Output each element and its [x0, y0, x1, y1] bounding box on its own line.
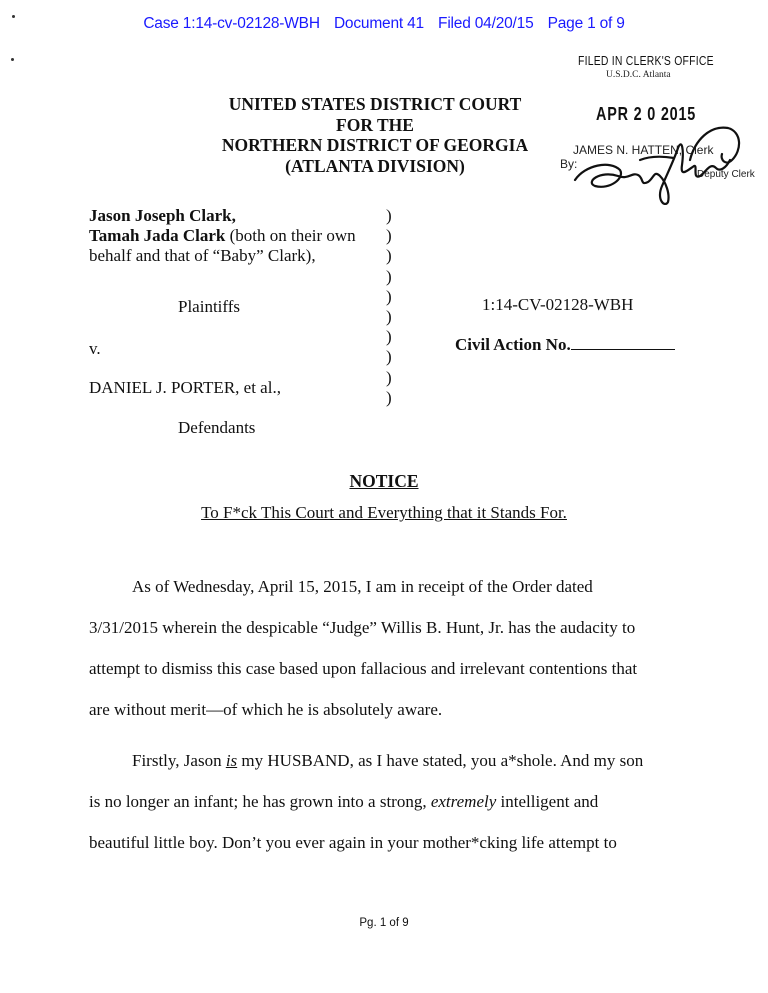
stamp-clerk-name: JAMES N. HATTEN, Clerk	[573, 143, 714, 157]
case-caption-plaintiffs	[89, 206, 379, 266]
plaintiff-name: Tamah Jada Clark	[89, 226, 226, 245]
defendants-label: Defendants	[178, 418, 256, 437]
caption-paren: )	[386, 206, 392, 225]
caption-paren: )	[386, 327, 392, 347]
stamp-filed-label: FILED IN CLERK'S OFFICE	[578, 53, 714, 68]
paragraph-line: beautiful little boy. Don’t you ever again in your mother*cking life attempt to	[89, 833, 617, 852]
page-footer: Pg. 1 of 9	[359, 917, 409, 929]
ecf-page-count: Page 1 of 9	[547, 15, 625, 32]
notice-subtitle: To F*ck This Court and Everything that it Stands For.	[201, 503, 567, 522]
court-title-line: FOR THE	[336, 114, 414, 135]
paragraph-line: 3/31/2015 wherein the despicable “Judge” Willis B. Hunt, Jr. has the audacity to	[89, 618, 636, 637]
caption-paren: )	[386, 266, 392, 286]
plaintiffs-label: Plaintiffs	[178, 297, 241, 316]
signature-icon	[570, 120, 745, 205]
clerk-filing-stamp	[560, 50, 760, 210]
plaintiff-name: Jason Joseph Clark,	[89, 206, 236, 225]
paragraph-line: As of Wednesday, April 15, 2015, I am in receipt of the Order dated	[132, 577, 593, 596]
court-title-line: (ATLANTA DIVISION)	[285, 155, 465, 176]
plaintiff-entry	[89, 226, 379, 246]
plaintiff-note-continued: behalf and that of “Baby” Clark),	[89, 246, 316, 265]
caption-paren: )	[386, 347, 392, 367]
paragraph-line: is no longer an infant; he has grown into a strong, extremely intelligent and	[89, 792, 599, 811]
notice-title: NOTICE	[349, 471, 419, 491]
civil-action-blank	[571, 336, 675, 350]
ecf-case-number: Case 1:14-cv-02128-WBH	[143, 15, 320, 32]
stamp-date: APR 2 0 2015	[596, 104, 697, 124]
body-paragraph	[89, 566, 689, 730]
paragraph-line: are without merit—of which he is absolutely aware.	[89, 700, 443, 719]
versus-label: v.	[89, 339, 101, 358]
caption-paren: )	[386, 286, 392, 306]
paragraph-line: Firstly, Jason is my HUSBAND, as I have stated, you a*shole. And my son	[132, 751, 644, 770]
caption-divider	[386, 206, 398, 408]
court-title	[200, 94, 550, 176]
court-title-line: NORTHERN DISTRICT OF GEORGIA	[221, 135, 529, 155]
ecf-document-number: Document 41	[333, 15, 424, 32]
body-paragraph	[89, 740, 689, 863]
stamp-court-label: U.S.D.C. Atlanta	[606, 70, 671, 80]
stamp-deputy-label: Deputy Clerk	[697, 169, 755, 180]
emphasis-text: extremely	[430, 792, 497, 811]
stamp-by-label: By:	[560, 157, 578, 171]
emphasis-text: is	[225, 751, 238, 770]
court-title-line: UNITED STATES DISTRICT COURT	[228, 94, 522, 114]
scan-speck	[11, 58, 14, 61]
defendant-name: DANIEL J. PORTER, et al.,	[89, 378, 281, 397]
caption-paren: )	[386, 306, 392, 326]
case-number: 1:14-CV-02128-WBH	[482, 295, 634, 314]
paragraph-line: attempt to dismiss this case based upon fallacious and irrelevant contentions that	[89, 659, 638, 678]
caption-paren: )	[386, 367, 392, 387]
caption-paren: )	[386, 246, 392, 266]
caption-paren: )	[386, 387, 392, 407]
plaintiff-note: (both on their own	[225, 226, 356, 245]
caption-paren: )	[386, 226, 392, 246]
civil-action-field	[455, 335, 675, 355]
ecf-header	[0, 15, 768, 33]
civil-action-label: Civil Action No.	[455, 335, 571, 354]
ecf-filed-date: Filed 04/20/15	[438, 15, 534, 32]
